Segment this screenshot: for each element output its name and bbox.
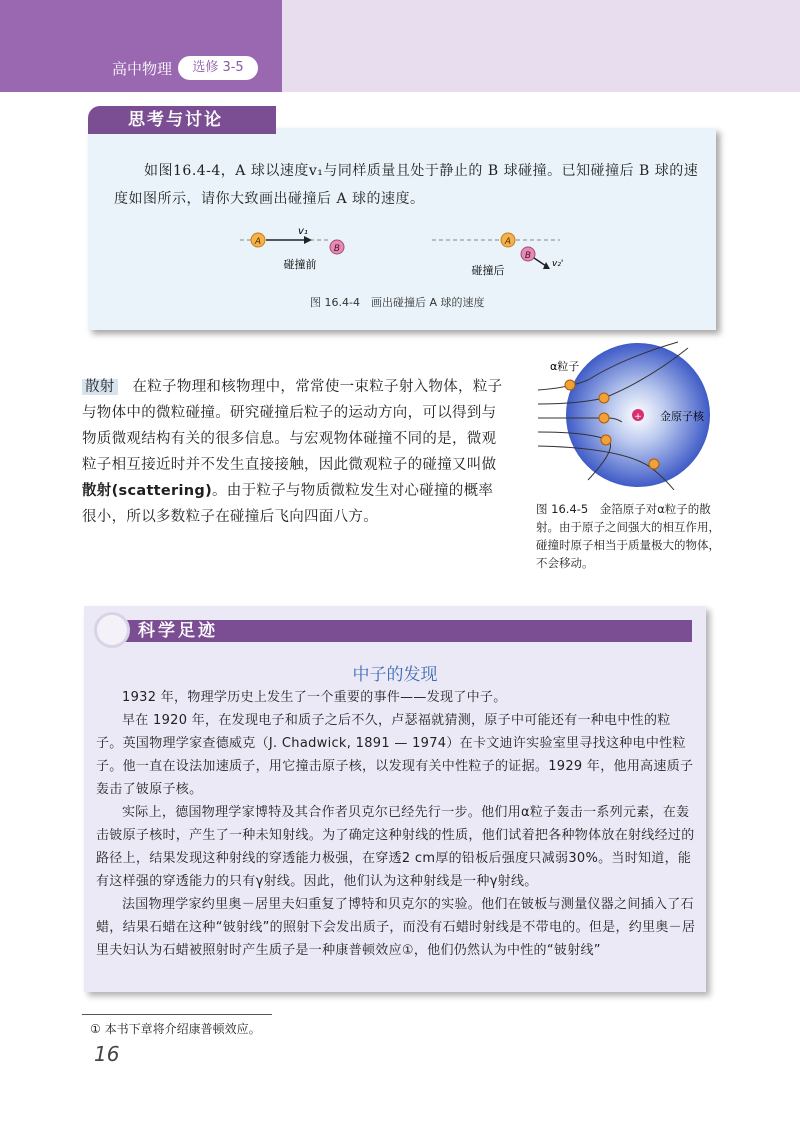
scattering-text-b: 。由于粒子与物质微粒发生对心碰撞的概率很小，所以多数粒子在碰撞后飞向四面八方。	[82, 483, 494, 525]
ball-a-after-label: A	[504, 237, 512, 247]
scattering-paragraph	[82, 374, 506, 530]
think-discuss-text: 如图16.4-4，A 球以速度v₁与同样质量且处于静止的 B 球碰撞。已知碰撞后 B 球的速度如图所示，请你大致画出碰撞后 A 球的速度。	[114, 163, 699, 207]
book-title: 高中物理	[112, 60, 173, 78]
scattering-keyword-2: 散射	[82, 483, 112, 499]
science-footprint-label: 科学足迹	[138, 621, 218, 641]
footnote: ① 本书下章将介绍康普顿效应。	[90, 1022, 261, 1036]
ball-a-before-label: A	[254, 237, 262, 247]
page-number: 16	[94, 1042, 120, 1066]
volume-pill: 选修 3-5	[178, 56, 258, 80]
neutron-discovery-heading: 中子的发现	[352, 665, 438, 685]
v2-arrow	[534, 258, 546, 266]
header-band-light	[282, 0, 800, 92]
alpha-particle-icon	[649, 459, 659, 469]
ball-b-before-label: B	[333, 244, 341, 254]
v1-label: v₁	[298, 226, 308, 237]
footnote-rule	[82, 1014, 272, 1015]
gold-atom-caption: 图 16.4-5 金箔原子对α粒子的散射。由于原子之间强大的相互作用，碰撞时原子相当于质量极大的物体，不会移动。	[536, 502, 720, 570]
alpha-label: α粒子	[550, 360, 580, 373]
v1-arrowhead	[304, 236, 312, 244]
neutron-discovery-body	[96, 686, 696, 962]
v2-label: v₂'	[552, 259, 564, 269]
neutron-paragraph: 实际上，德国物理学家博特及其合作者贝克尔已经先行一步。他们用α粒子轰击一系列元素，在轰击铍原子核时，产生了一种未知射线。为了确定这种射线的性质，他们试着把各种物体放在射线经过的路径上，结果发现这种射线的穿透能力极强，在穿透2 cm厚的铅板后强度只减弱30%。当时知道，能有这样强的穿透能力的只有γ射线。因此，他们认为这种射线是一种γ射线。	[96, 805, 695, 889]
scattering-text-a: 在粒子物理和核物理中，常常使一束粒子射入物体，粒子与物体中的微粒碰撞。研究碰撞后粒子的运动方向，可以得到与物质微观结构有关的很多信息。与宏观物体碰撞不同的是，微观粒子相互接近时并不发生直接接触，因此微观粒子的碰撞又叫做	[82, 379, 503, 473]
nucleus-label: 金原子核	[660, 410, 704, 423]
scattering-term-en: (scattering)	[111, 483, 212, 499]
alpha-particle-icon	[601, 435, 611, 445]
neutron-paragraph: 早在 1920 年，在发现电子和质子之后不久，卢瑟福就猜测，原子中可能还有一种电中性的粒子。英国物理学家查德威克（J. Chadwick, 1891 — 1974）在卡文迪许实验室里寻找这种电中性粒子。他一直在设法加速质子，用它撞击原子核，以发现有关中性粒子的证据。1929 年，他用高速质子轰击了铍原子核。	[96, 713, 694, 797]
nucleus-plus-icon: +	[634, 412, 642, 422]
collision-figure-caption: 图 16.4-4 画出碰撞后 A 球的速度	[310, 296, 485, 309]
scattering-keyword: 散射	[82, 379, 118, 395]
alpha-particle-icon	[565, 380, 575, 390]
science-footprint-circle-icon	[94, 612, 130, 648]
ball-b-after-label: B	[524, 251, 532, 261]
gold-atom-scattering-figure	[528, 340, 728, 490]
before-label: 碰撞前	[283, 258, 317, 271]
neutron-paragraph: 1932 年，物理学历史上发生了一个重要的事件——发现了中子。	[122, 690, 507, 705]
alpha-particle-icon	[599, 393, 609, 403]
after-label: 碰撞后	[471, 264, 505, 277]
alpha-particle-icon	[599, 413, 609, 423]
think-discuss-tab: 思考与讨论	[88, 106, 276, 134]
collision-figure	[240, 224, 570, 284]
neutron-paragraph: 法国物理学家约里奥－居里夫妇重复了博特和贝克尔的实验。他们在铍板与测量仪器之间插入了石蜡，结果石蜡在这种“铍射线”的照射下会发出质子，而没有石蜡时射线是不带电的。但是，约里奥－居里夫妇认为石蜡被照射时产生质子是一种康普顿效应①，他们仍然认为中性的“铍射线”	[96, 897, 696, 958]
